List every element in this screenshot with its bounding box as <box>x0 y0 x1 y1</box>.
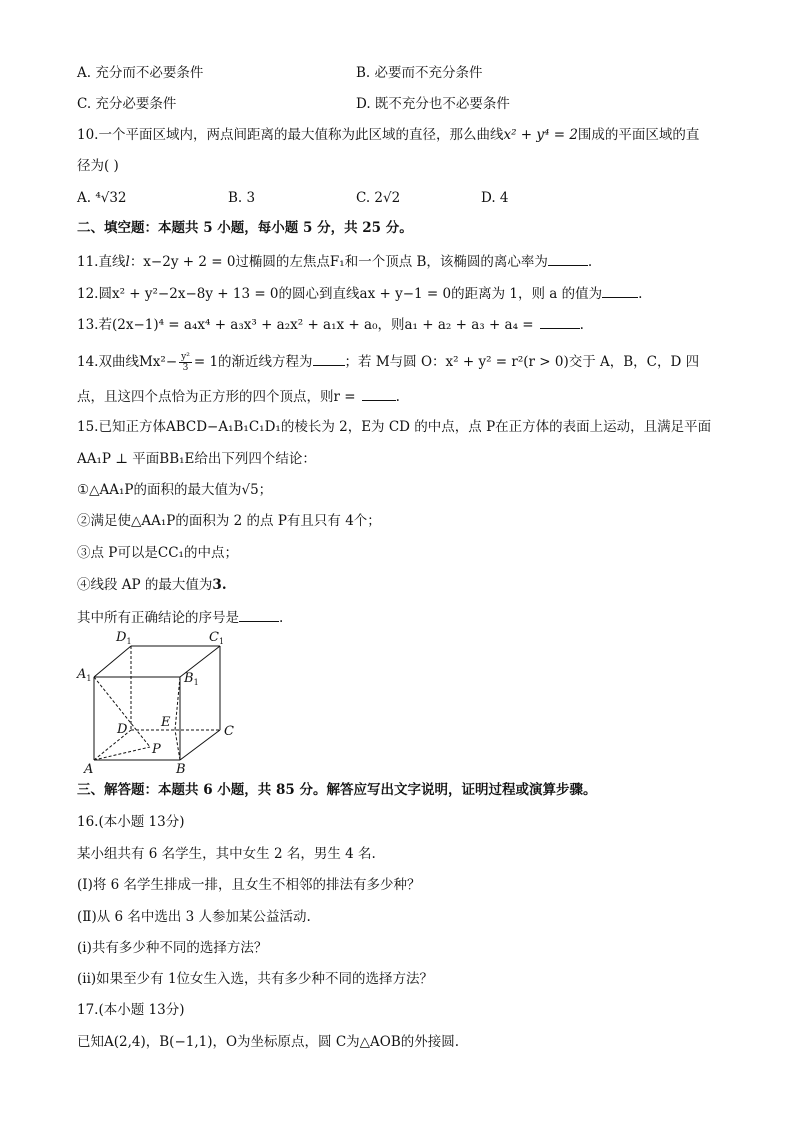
q14-fraction-denominator: 3 <box>182 363 189 373</box>
q12-line <box>77 283 642 303</box>
q14-end: . <box>395 389 400 405</box>
q16-part-2-ii: (ii)如果至少有 1位女生入选，共有多少种不同的选择方法？ <box>77 971 434 987</box>
q14-fraction <box>179 352 192 373</box>
edge-bc <box>180 730 220 760</box>
label-e: E <box>161 715 171 730</box>
section-2-heading: 二、填空题：本题共 5 小题，每小题 5 分，共 25 分。 <box>77 220 413 236</box>
q15-line1: 15.已知正方体ABCD−A₁B₁C₁D₁的棱长为 2，E为 CD 的中点，点 P在正方体的表面上运动，且满足平面 <box>77 419 712 435</box>
q12-end: . <box>638 286 643 302</box>
q12-text: 12.圆x² + y²−2x−8y + 13 = 0的圆心到直线ax + y−1 = 0的距离为 1，则 a 的值为 <box>77 286 603 302</box>
q10-option-b: B. 3 <box>228 190 256 206</box>
q15-line2: AA₁P ⊥ 平面BB₁E给出下列四个结论： <box>77 451 316 467</box>
cube-diagram <box>74 626 244 776</box>
q15-conclusion-4-value: 3. <box>212 577 227 593</box>
label-b1: $B_1$ <box>184 671 199 687</box>
segment-be <box>175 730 180 760</box>
q10-option-a: A. ⁴√32 <box>77 190 127 206</box>
q11-end: . <box>587 254 593 270</box>
q13-answer-blank[interactable] <box>540 314 580 329</box>
label-c: C <box>224 724 234 739</box>
q15-conclusion-2: ②满足使△AA₁P的面积为 2 的点 P有且只有 4个； <box>77 513 381 529</box>
q11-line <box>77 251 592 271</box>
cube-figure <box>74 626 244 776</box>
label-c1: $C_1$ <box>209 630 225 646</box>
q11-text-a: 11.直线 <box>77 254 126 270</box>
q14-answer-blank-1[interactable] <box>313 351 345 366</box>
q15-question <box>77 607 283 627</box>
q16-stem: 某小组共有 6 名学生，其中女生 2 名，男生 4 名. <box>77 846 376 862</box>
q10-line1 <box>77 126 699 144</box>
q17-heading: 17.(本小题 13分) <box>77 1002 185 1018</box>
q14-text-b: = 1的渐近线方程为 <box>193 354 313 370</box>
label-d: D <box>117 722 128 737</box>
q14-text-d: 点，且这四个点恰为正方形的四个顶点，则r = <box>77 389 356 405</box>
q14-fraction-numerator: y² <box>181 352 190 362</box>
q16-part-2-i: (i)共有多少种不同的选择方法？ <box>77 940 268 956</box>
label-a1: $A_1$ <box>77 667 92 683</box>
q15-conclusion-4-text: ④线段 AP 的最大值为 <box>77 577 213 593</box>
q16-part-2: (Ⅱ)从 6 名中选出 3 人参加某公益活动. <box>77 909 311 925</box>
q9-option-d: D. 既不充分也不必要条件 <box>356 96 510 112</box>
q16-part-1: (Ⅰ)将 6 名学生排成一排，且女生不相邻的排法有多少种？ <box>77 877 421 893</box>
q15-question-end: . <box>279 610 284 626</box>
q13-text: 13.若(2x−1)⁴ = a₄x⁴ + a₃x³ + a₂x² + a₁x + a₀，则a₁ + a₂ + a₃ + a₄ = <box>77 317 534 333</box>
q15-conclusion-4 <box>77 576 227 594</box>
q10-option-d: D. 4 <box>481 190 509 206</box>
q9-option-c: C. 充分必要条件 <box>77 96 177 112</box>
q13-line <box>77 314 584 334</box>
q15-conclusion-3: ③点 P可以是CC₁的中点； <box>77 545 238 561</box>
q15-question-text: 其中所有正确结论的序号是 <box>77 610 239 626</box>
q9-option-a: A. 充分而不必要条件 <box>77 65 204 81</box>
q14-text-a: 14.双曲线Mx²− <box>77 354 178 370</box>
q10-text-b: 围成的平面区域的直 <box>577 127 700 143</box>
section-3-heading: 三、解答题：本题共 6 小题，共 85 分。解答应写出文字说明，证明过程或演算步骤。 <box>77 782 597 798</box>
q14-answer-blank-2[interactable] <box>362 386 396 401</box>
q14-line1 <box>77 351 699 373</box>
q15-conclusion-1: ①△AA₁P的面积的最大值为√5； <box>77 482 273 498</box>
q10-line2: 径为( ) <box>77 158 119 174</box>
q9-option-b: B. 必要而不充分条件 <box>356 65 483 81</box>
q14-text-c: ；若 M与圆 O：x² + y² = r²(r > 0)交于 A，B，C，D 四 <box>344 354 700 370</box>
q16-heading: 16.(本小题 13分) <box>77 814 185 830</box>
label-p: P <box>152 742 161 757</box>
label-d1: $D_1$ <box>116 630 132 646</box>
segment-b1e <box>175 677 180 730</box>
q14-line2 <box>77 386 400 406</box>
q11-line-symbol: l <box>125 254 130 270</box>
q10-option-c: C. 2√2 <box>356 190 401 206</box>
label-a: A <box>84 762 94 776</box>
q15-answer-blank[interactable] <box>239 607 279 622</box>
q12-answer-blank[interactable] <box>602 283 638 298</box>
q13-end: . <box>579 317 584 333</box>
q10-equation: x² + y⁴ = 2 <box>503 127 578 143</box>
q11-text-b: ：x−2y + 2 = 0过椭圆的左焦点F₁和一个顶点 B，该椭圆的离心率为 <box>129 254 548 270</box>
q11-answer-blank[interactable] <box>548 251 588 266</box>
q10-text-a: 10.一个平面区域内，两点间距离的最大值称为此区域的直径，那么曲线 <box>77 127 504 143</box>
edge-a1d1 <box>94 646 131 677</box>
label-b: B <box>176 762 186 776</box>
q17-stem: 已知A(2,4)，B(−1,1)，O为坐标原点，圆 C为△AOB的外接圆. <box>77 1034 460 1050</box>
